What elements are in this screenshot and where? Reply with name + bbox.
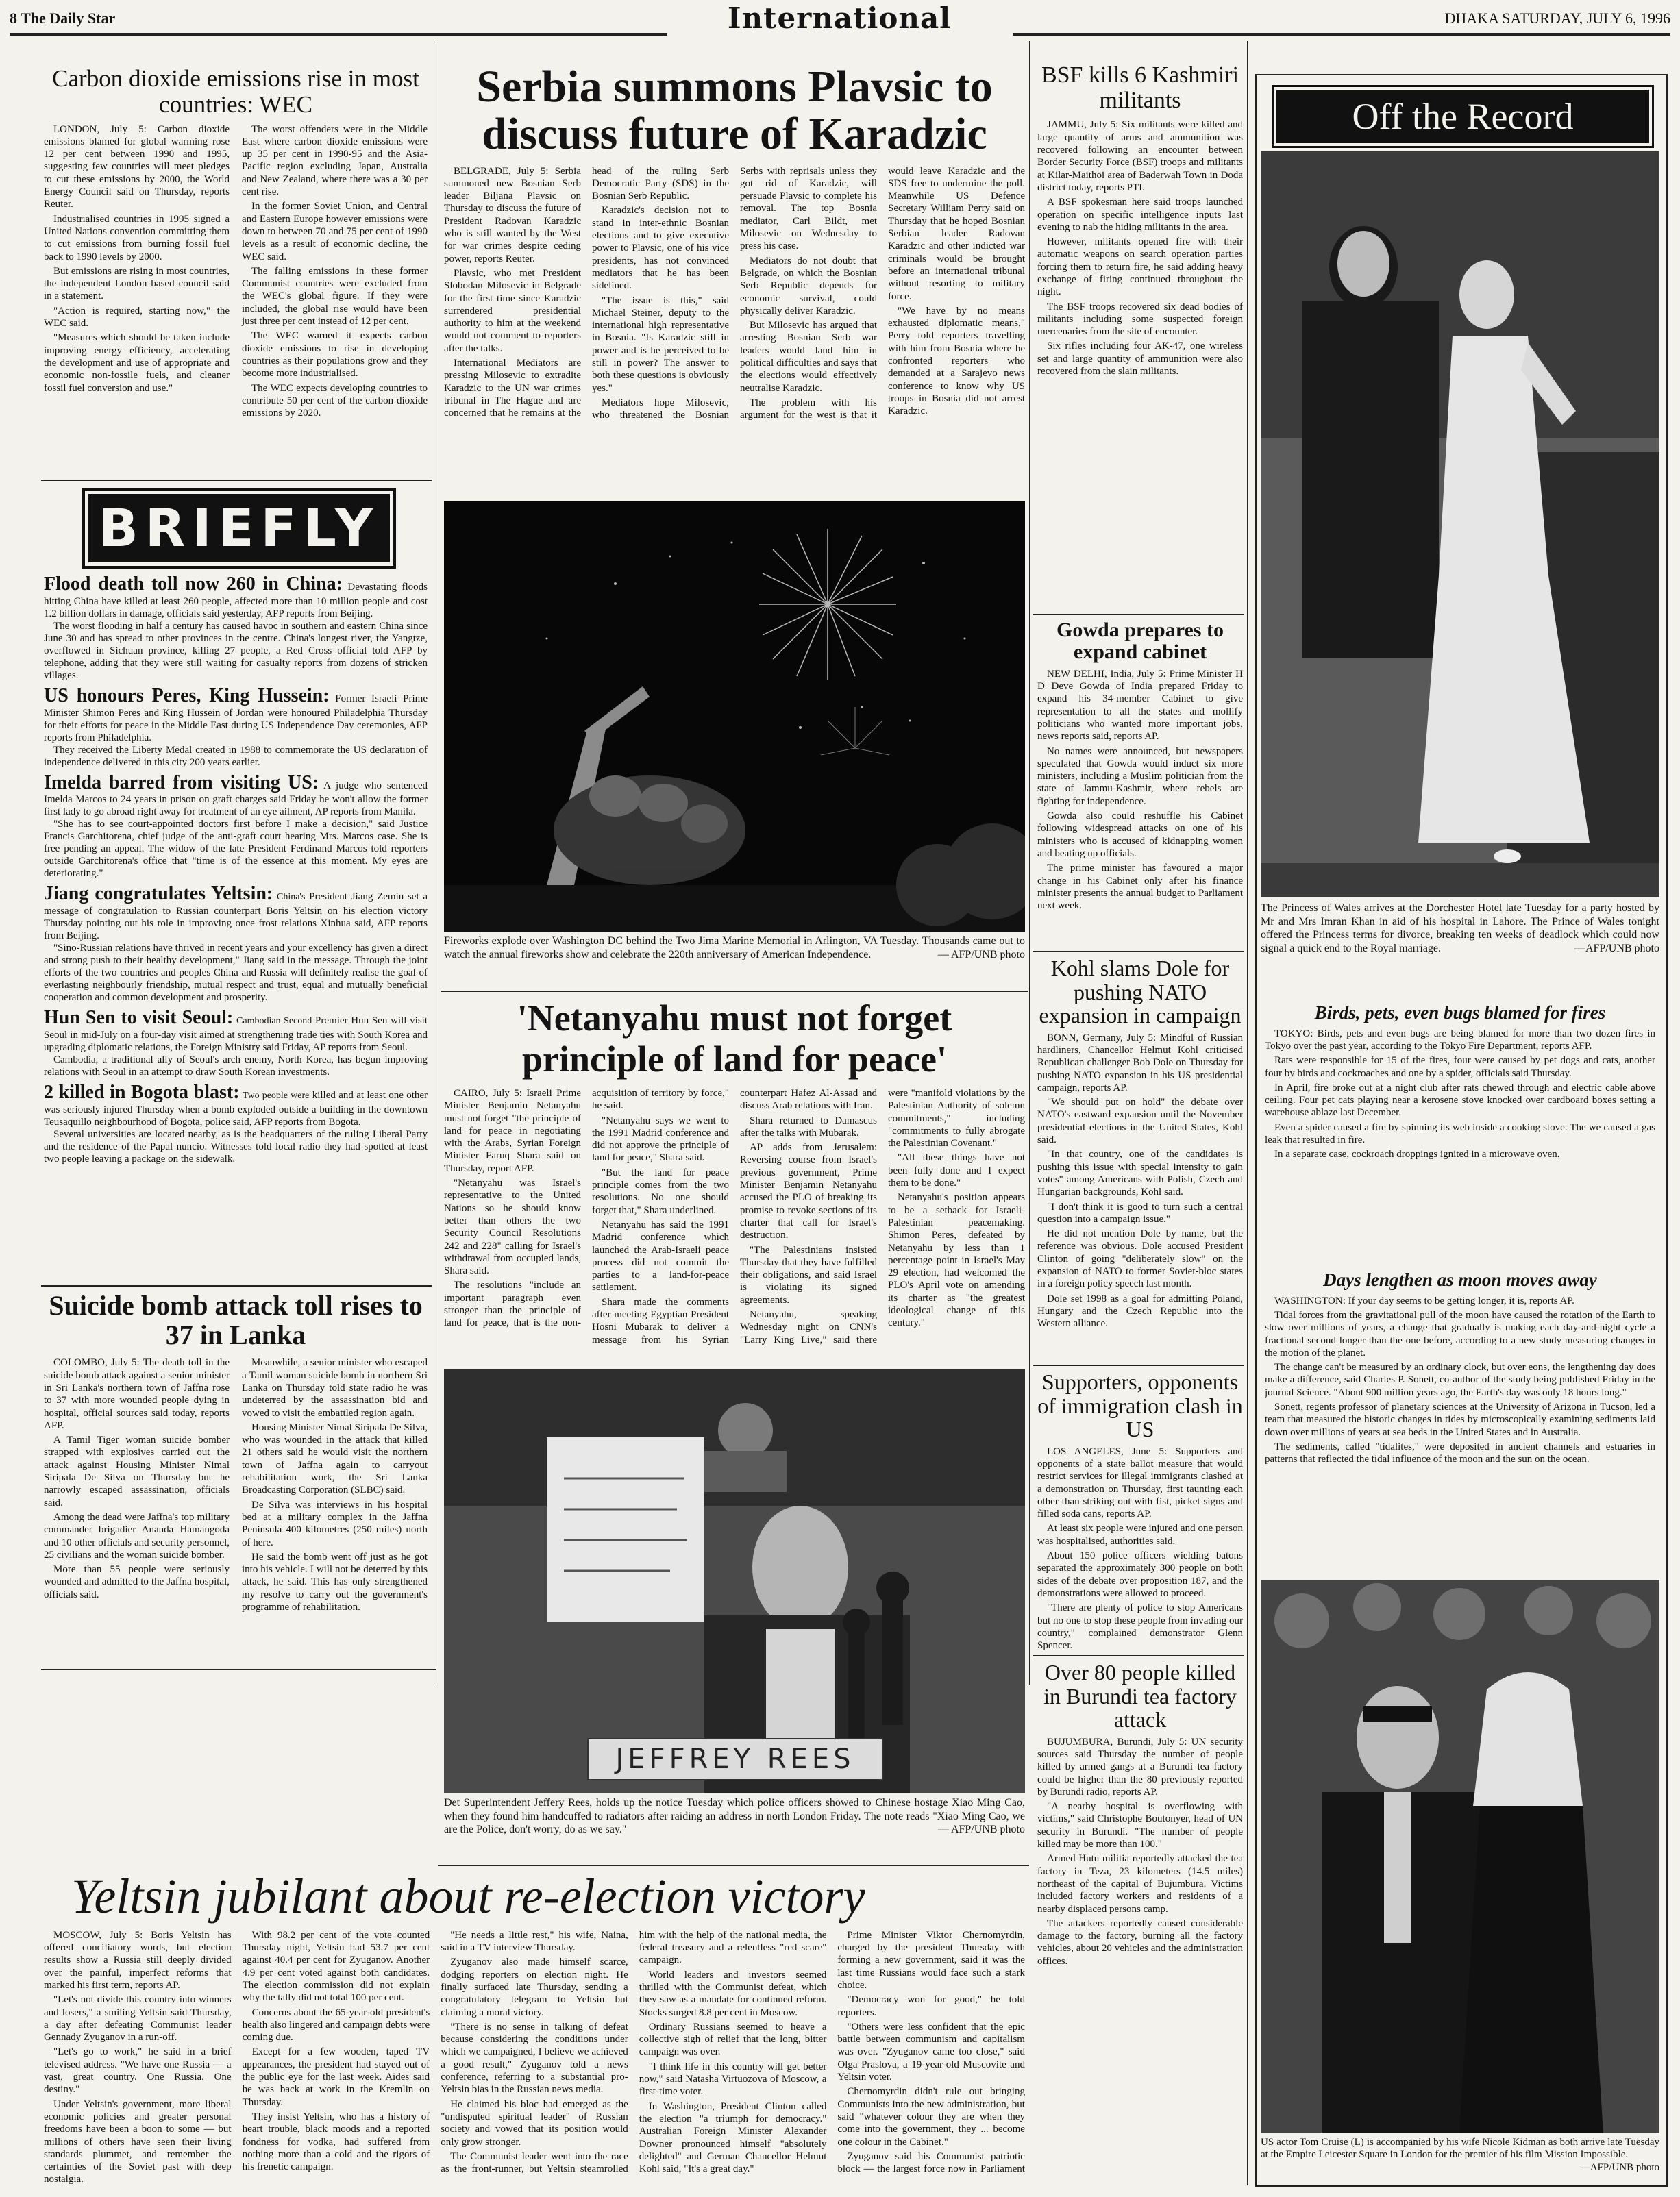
- yeltsin-para: Zyuganov said his Communist patriotic block — the largest force now in Parliament: [837, 2150, 1025, 2175]
- netanyahu-para: The resolutions "include an important paragraph even stronger than the principle of land for peace, that is the non-acquisition of territory by force," he said.: [444, 1087, 729, 1329]
- co2-para: But emissions are rising in most countries, the independent London based council said in a statement.: [44, 265, 230, 302]
- burundi-para: "A nearby hospital is overflowing with victims," said Christophe Boutonyer, head of UN security in Burundi. "The number of people killed may be more than 100.": [1037, 1801, 1243, 1850]
- yeltsin-para: Concerns about the 65-year-old president's health also lingered and campaign debts were coming due.: [242, 2007, 430, 2044]
- yeltsin-article: [44, 1870, 1025, 2192]
- yeltsin-para: World leaders and investors seemed thrilled with the Communist defeat, which they saw as a mandate for continued reform. Stocks surged 8.8 per cent in Moscow.: [639, 1969, 827, 2018]
- kohl-para: "In that country, one of the candidates is pushing this issue with special intensity to gain votes" among Americans with Polish, Czech and Hungarian backgrounds, Kohl said.: [1037, 1149, 1243, 1198]
- co2-para: The WEC expects developing countries to contribute 50 per cent of the carbon dioxide emissions by 2020.: [242, 382, 428, 419]
- fireworks-caption: [444, 934, 1025, 985]
- burundi-para: Armed Hutu militia reportedly attacked the tea factory in Teza, 23 kilometers (14.5 miles) northeast of the capital of Bujumbura. Victims included factory workers and residents of a nearby displaced persons camp.: [1037, 1853, 1243, 1915]
- brief-para: The worst flooding in half a century has caused havoc in southern and eastern China since June 30 and has spread to other provinces in the centre. China's longest river, the Yangtze, overflowed in Sichuan province, killing 27 people, a Red Cross official told AFP by telephone, adding that they were still waiting for casualty reports from dozens of stricken villages.: [44, 620, 428, 681]
- co2-headline: Carbon dioxide emissions rise in most countries: WEC: [52, 66, 419, 118]
- rees-photo: [444, 1369, 1025, 1793]
- brief-lead: Cambodian Second: [236, 1016, 312, 1027]
- netanyahu-para: "Netanyahu says we went to the 1991 Madrid conference and did not approve the principle of land for peace," Shara said.: [592, 1115, 729, 1164]
- serbia-para: International Mediators are pressing Milosevic to extradite Karadzic to the UN war crimes tribunal in The Hague and are concerned that he remains at the head of the ruling Serb Democratic Party (SDS) in the Bosnian Serb Republic.: [444, 165, 729, 419]
- yeltsin-para: "Democracy won for good," he told reporters.: [837, 1994, 1025, 2018]
- bsf-para: However, militants opened fire with their automatic weapons on search operation parties forcing them to return fire, he said adding heavy exchange of firing continued throughout the night.: [1037, 236, 1243, 298]
- netanyahu-para: Netanyahu's position appears to be a setback for Israeli-Palestinian peacemaking. Shimon Peres, defeated by Netanyahu by less than 1 percentage point in Israel's May 29 election, had welcomed the PLO's April vote on amending its charter as "the greatest ideological change of this century.": [888, 1192, 1025, 1329]
- brief-headline: 2 killed in Bogota blast:: [44, 1081, 240, 1103]
- netanyahu-para: Shara returned to Damascus after the talks with Mubarak.: [740, 1115, 877, 1139]
- serbia-para: BELGRADE, July 5: Serbia summoned new Bosnian Serb leader Biljana Plavsic on Thursday to discuss the future of President Radovan Karadzic who is still wanted by the West for war crimes despite ceding power, reports Reuter.: [444, 165, 581, 264]
- off-record-title: Off the Record: [1352, 96, 1574, 137]
- briefly-section: [44, 574, 428, 1280]
- princess-credit: —AFP/UNB photo: [1574, 942, 1659, 954]
- co2-para: The falling emissions in these former Communist countries were excluded from the WEC's global figure. If they were included, the global rise would have been just three per cent instead of 12 per cent.: [242, 265, 428, 327]
- immigration-article: [1037, 1370, 1243, 1651]
- immigration-para: "There are plenty of police to stop Americans but no one to stop these people from invading our country," complained demonstrator Glenn Spencer.: [1037, 1602, 1243, 1651]
- bsf-para: JAMMU, July 5: Six militants were killed and large quantity of arms and ammunition was recovered following an encounter between Border Security Force (BSF) troops and militants at Kilar-Maithoi area of Baderwah Town in Doda district today, reports PTI.: [1037, 119, 1243, 193]
- kohl-headline: Kohl slams Dole for pushing NATO expansion in campaign: [1039, 956, 1242, 1028]
- yeltsin-para: Chernomyrdin didn't rule out bringing Communists into the new administration, but said "whatever colour they are when they come into the government, they ... become one colour in the Cabinet.": [837, 2086, 1025, 2148]
- brief-para: killed and at least one other was seriously injured Thursday when a bomb exploded outside a building in the downtown Teusaquillo neighbourhood of Bogota, police said, AFP reports from Bogota.: [44, 1089, 428, 1128]
- birds-para: TOKYO: Birds, pets and even bugs are being blamed for more than two dozen fires in Tokyo over the past year, according to the Tokyo Fire Department, reports AFP.: [1265, 1028, 1655, 1052]
- cruise-credit: —AFP/UNB photo: [1579, 2161, 1659, 2173]
- serbia-para: "We have by no means exhausted diplomatic means," Perry told reporters travelling with him from Bosnia where he confronted reporters who demanded at a Sarajevo news conference to know why US troops in Bosnia did not arrest Karadzic.: [888, 305, 1025, 417]
- burundi-para: The attackers reportedly caused considerable damage to the factory, burning all the factory vehicles, about 20 vehicles and the administration offices.: [1037, 1917, 1243, 1967]
- serbia-para: "The issue is this," said Michael Steiner, deputy to the international high representative in Bosnia. "Is Karadzic still in power and is he perceived to be still in power? The answer to both these questions is obviously yes.": [592, 295, 729, 394]
- netanyahu-para: Netanyahu, speaking Wednesday night on CNN's "Larry King Live," said there were "manifold violations by the Palestinian Authority of solemn commitments," including "commitments to fully abrogate the Palestinian Covenant.": [740, 1087, 1025, 1345]
- burundi-body: [1037, 1736, 1243, 1968]
- birds-headline: Birds, pets, even bugs blamed for fires: [1314, 1002, 1606, 1023]
- brief-headline: Flood death toll now 260 in China:: [44, 574, 343, 595]
- yeltsin-para: He claimed his bloc had emerged as the "undisputed spiritual leader" of Russian society and vowed that its position would only grow stronger.: [441, 2098, 628, 2148]
- netanyahu-article: [444, 997, 1025, 1366]
- princess-photo: [1261, 151, 1659, 897]
- serbia-para: Karadzic's decision not to stand in inter-ethnic Bosnian elections and to give executive power to Plavsic, one of his vice presidents, has not convinced mediators that he has been sidelined.: [592, 205, 729, 292]
- brief-headline: Hun Sen to visit Seoul:: [44, 1007, 234, 1029]
- kohl-para: He did not mention Dole by name, but the reference was obvious. Dole accused President Clinton of going "deliberately slow" on the expansion of NATO to former Soviet-bloc states in a foreign policy speech last month.: [1037, 1228, 1243, 1290]
- gowda-para: Gowda also could reshuffle his Cabinet following widespread attacks on one of his ministers who is accused of kidnapping women and beating up officials.: [1037, 810, 1243, 859]
- brief-headline: US honours Peres, King Hussein:: [44, 684, 330, 706]
- rees-illustration: [444, 1369, 1025, 1793]
- serbia-para: Mediators do not doubt that Belgrade, on which the Bosnian Serb Republic depends for economic survival, could physically deliver Karadzic.: [740, 255, 877, 316]
- days-para: The sediments, called "tidalites," were deposited in ancient channels and estuaries in patterns that reflected the tidal influence of the moon and the sun on the ocean.: [1265, 1441, 1655, 1465]
- netanyahu-para: "The Palestinians insisted Thursday that they have fulfilled their obligations, and said Israel is violating its signed agreements.: [740, 1244, 877, 1306]
- days-headline: Days lengthen as moon moves away: [1323, 1269, 1597, 1290]
- brief-para: Former Israeli Prime Minister Shimon Peres and King Hussein of Jordan were honoured Philadelphia Thursday for their efforts for peace in the Middle East during US Independence Day ceremonies, AFP reports from Philadelphia.: [44, 693, 428, 743]
- lanka-para: More than 55 people were seriously wounded and admitted to the Jaffna hospital, officials said.: [44, 1564, 230, 1600]
- yeltsin-para: The Communist leader went into the race as the front-runner, but Yeltsin steamrolled him with the help of the national media, the federal treasury and a relentless "red scare" campaign.: [441, 1929, 827, 2175]
- yeltsin-para: They insist Yeltsin, who has a history of heart trouble, black moods and a reported fondness for vodka, had suffered from nothing more than a cold and the rigors of his frenetic campaign.: [242, 2111, 430, 2173]
- rees-credit: — AFP/UNB photo: [937, 1824, 1025, 1836]
- bsf-headline: BSF kills 6 Kashmiri militants: [1041, 63, 1239, 113]
- lanka-para: Housing Minister Nimal Siripala De Silva, who was wounded in the attack that killed 21 others said he would visit the northern town of Jaffna again to carryout rehabilitation work, the Sri Lanka Broadcasting Corporation (SLBC) said.: [242, 1422, 428, 1496]
- yeltsin-para: Zyuganov also made himself scarce, dodging reporters on election night. He finally surfaced late Thursday, sending a congratulatory telegram to Yeltsin but claiming a moral victory.: [441, 1957, 628, 2018]
- lanka-para: A Tamil Tiger woman suicide bomber strapped with explosives carried out the attack against Housing Minister Nimal Siripala De Silva on Thursday but he narrowly escaped assassination, officials said.: [44, 1435, 230, 1509]
- bsf-para: The BSF troops recovered six dead bodies of militants including some suspected foreign mercenaries from the site of encounter.: [1037, 301, 1243, 338]
- netanyahu-para: Shara made the comments after meeting Egyptian President Hosni Mubarak to deliver a message from his Syrian counterpart Hafez Al-Assad and discuss Arab relations with Iran.: [592, 1087, 877, 1345]
- gowda-para: NEW DELHI, India, July 5: Prime Minister H D Deve Gowda of India prepared Friday to expand his 34-member Cabinet to give representation to all the states and mollify politicians who wanted more important jobs, news reports said, reports AP.: [1037, 668, 1243, 743]
- netanyahu-para: "But the land for peace principle comes from the two resolutions. No one should forget that," Shara underlined.: [592, 1167, 729, 1216]
- kohl-para: Dole set 1998 as a goal for admitting Poland, Hungary and the Czech Republic into the Western alliance.: [1037, 1293, 1243, 1330]
- netanyahu-para: "All these things have not been fully done and I expect them to be done.": [888, 1152, 1025, 1189]
- section-title: International: [727, 1, 952, 35]
- immigration-para: About 150 police officers wielding batons separated the approximately 300 people on both sides of the debate over proposition 187, and the demonstrations were allowed to proceed.: [1037, 1550, 1243, 1599]
- brief-para: A judge who sentenced Imelda Marcos to 24 years in prison on graft charges said Friday he won't allow the former first lady to go abroad right away for treatment of an eye ailment, AP reports from Manila.: [44, 780, 428, 818]
- yeltsin-body: [44, 1929, 1025, 2186]
- gowda-para: No names were announced, but newspapers speculated that Gowda would induct six more ministers, including a Muslim politician from the state of Jammu-Kashmir, where rebels are fighting for independence.: [1037, 745, 1243, 807]
- rees-caption: [444, 1796, 1025, 1861]
- co2-body: [44, 123, 428, 466]
- princess-caption-text: The Princess of Wales arrives at the Dorchester Hotel late Tuesday for a party hosted by Mr and Mrs Imran Khan in aid of his hospital in Lahore. The Prince of Wales tonight offered the Princess terms for divorce, breaking ten weeks of deadlock which could now signal a quick end to the Royal marriage.: [1261, 902, 1659, 954]
- serbia-para: Plavsic, who met President Slobodan Milosevic in Belgrade for the first time since Karadzic surrendered presidential authority to him at the weekend would not comment to reporters after the talks.: [444, 267, 581, 354]
- netanyahu-para: CAIRO, July 5: Israeli Prime Minister Benjamin Netanyahu must not forget "the principle of land for peace in negotiating with the Arabs, Syrian Foreign Minister Faruq Shara said on Thursday, report AFP.: [444, 1087, 581, 1174]
- lanka-para: Meanwhile, a senior minister who escaped a Tamil woman suicide bomb in northern Sri Lanka on Thursday told state radio he was undeterred by the assassination bid and vowed to visit the embattled region again.: [242, 1357, 428, 1419]
- gowda-para: The prime minister has favoured a major change in his Cabinet only after his finance minister presents the annual budget to Parliament next week.: [1037, 862, 1243, 912]
- kohl-para: "We should put on hold" the debate over NATO's eastward expansion until the November presidential elections in the United States, Kohl said.: [1037, 1097, 1243, 1146]
- yeltsin-headline-text: Yeltsin jubilant about re-election victory: [71, 1870, 865, 1924]
- yeltsin-para: "Let's go to work," he said in a brief televised address. "We have one Russia — a vast, great country. One Russia. One destiny.": [44, 2046, 232, 2096]
- serbia-body: [444, 165, 1025, 480]
- days-para: WASHINGTON: If your day seems to be getting longer, it is, reports AP.: [1274, 1295, 1574, 1306]
- dateline: DHAKA SATURDAY, JULY 6, 1996: [1444, 10, 1670, 27]
- yeltsin-para: "I think life in this country will get better now," said Natasha Virtuozova of Moscow, a first-time voter.: [639, 2061, 827, 2098]
- lanka-para: COLOMBO, July 5: The death toll in the suicide bomb attack against a senior minister in Sri Lanka's northern town of Jaffna rose to 37 with more wounded people dying in hospital, official sources said today, reports AFP.: [44, 1357, 230, 1431]
- serbia-article: [444, 63, 1025, 508]
- days-para: Tidal forces from the gravitational pull of the moon have caused the rotation of the Earth to slow over millions of years, a change that gradually is making each day-and-night cycle a fractional second longer than the one before, according to a new study measuring changes in the motion of the planet.: [1265, 1309, 1655, 1358]
- brief-para: "Sino-Russian relations have thrived in recent years and your excellency has given a direct and strong push to their healthy development," Jiang said in the message. Through the joint efforts of the two countries and peoples China and Russia will definitely realise the goal of everlasting neighbourly friendship, mutual respect and trust, equal and mutually beneficial cooperation and common development and prosperity.: [44, 943, 428, 1004]
- birds-para: In April, fire broke out at a night club after rats chewed through and electric cable above ceiling. Four pet cats playing near a kerosene stove knocked over cardboard boxes setting a warehouse ablaze last December.: [1265, 1082, 1655, 1119]
- birds-article: [1265, 1000, 1655, 1264]
- yeltsin-para: "There is no sense in talking of defeat because considering the conditions under which we campaigned, I believe we achieved a good result," Zyuganov told a news conference, referring to a substantial pro-Yeltsin bias in the Russian news media.: [441, 2021, 628, 2096]
- co2-para: LONDON, July 5: Carbon dioxide emissions blamed for global warming rose 12 per cent between 1990 and 1995, suggesting few countries will meet pledges to cut these emissions by 2000, the World Energy Council said on Thursday, reports Reuter.: [44, 123, 230, 210]
- birds-para: Rats were responsible for 15 of the fires, four were caused by pet dogs and cats, another four by birds and cockroaches and one by a spider, officials said Thursday.: [1265, 1055, 1655, 1079]
- yeltsin-para: "He needs a little rest," his wife, Naina, said in a TV interview Thursday.: [441, 1929, 628, 1954]
- brief-para: "She has to see court-appointed doctors first before I make a decision," said Justice Francis Garchitorena, chief judge of the anti-graft court hearing Mrs. Marcos case. She is free pending an appeal. The widow of the late President Ferdinand Marcos told reporters outside Garchitorena's office that "time is of the essence at this moment. My eyes are deteriorating.": [44, 819, 428, 880]
- co2-para: "Measures which should be taken include improving energy efficiency, accelerating the development and use of appropriate and economic non-fossile fuels, and cleaner fossil fuel conversion and use.": [44, 332, 230, 394]
- cruise-caption: [1261, 2136, 1659, 2181]
- fireworks-illustration: [444, 501, 1025, 932]
- brief-hunsen: [44, 1008, 428, 1078]
- brief-para: They received the Liberty Medal created in 1988 to commemorate the US declaration of independence delivered in this city 200 years earlier.: [44, 744, 428, 768]
- gowda-headline: Gowda prepares to expand cabinet: [1057, 619, 1224, 664]
- bsf-para: Six rifles including four AK-47, one wireless set and large quantity of ammunition were also recovered from the slain militants.: [1037, 340, 1243, 377]
- burundi-article: [1037, 1661, 1243, 2188]
- briefly-title: BRIEFLY: [98, 497, 380, 558]
- co2-article: [44, 66, 428, 477]
- bsf-article: [1037, 63, 1243, 625]
- lanka-para: De Silva was interviews in his hospital bed at a military complex in the Jaffna Peninsula 400 kilometres (250 miles) north of here.: [242, 1499, 428, 1548]
- lanka-headline: Suicide bomb attack toll rises to 37 in Lanka: [49, 1291, 423, 1351]
- gowda-article: [1037, 619, 1243, 948]
- days-article: [1265, 1267, 1655, 1576]
- yeltsin-para: "Let's not divide this country into winners and losers," a smiling Yeltsin said Thursday, a day after defeating Communist leader Gennady Zyuganov in a run-off.: [44, 1994, 232, 2044]
- yeltsin-para: With 98.2 per cent of the vote counted Thursday night, Yeltsin had 53.7 per cent against 40.4 per cent for Zyuganov. Another 4.9 per cent voted against both candidates. The election commission did not explain why the tally did not total 100 per cent.: [242, 1929, 430, 2004]
- brief-jiang: [44, 884, 428, 1004]
- cruise-caption-text: US actor Tom Cruise (L) is accompanied by his wife Nicole Kidman as both arrive late Tuesday at the Empire Leicester Square in London for the premier of his film Mission Impossible.: [1261, 2137, 1659, 2161]
- co2-para: In the former Soviet Union, and Central and Eastern Europe however emissions were down to between 70 and 75 per cent of 1990 levels as a result of economic decline, the WEC said.: [242, 201, 428, 262]
- brief-lead: China's: [276, 892, 306, 903]
- serbia-para: The problem with his argument for the west is that it would leave Karadzic and the SDS free to undermine the poll. Meanwhile US Defence Secretary William Perry said on Thursday that he hoped Bosnian Serbian leader Radovan Karadzic and other indicted war criminals would be brought before an international tribunal without resorting to military force.: [740, 165, 1025, 421]
- co2-para: The WEC warned it expects carbon dioxide emissions to rise in developing countries as their populations grow and they become more industrialised.: [242, 330, 428, 380]
- bsf-body: [1037, 119, 1243, 377]
- immigration-body: [1037, 1445, 1243, 1651]
- serbia-para: But Milosevic has argued that arresting Bosnian Serb war leaders would land him in political difficulties and says that the elections would effectively neutralise Karadzic.: [740, 320, 877, 394]
- serbia-headline: Serbia summons Plavsic to discuss future of Karadzic: [476, 63, 993, 160]
- netanyahu-headline: 'Netanyahu must not forget principle of land for peace': [517, 997, 952, 1080]
- princess-illustration: [1261, 151, 1659, 897]
- yeltsin-para: MOSCOW, July 5: Boris Yeltsin has offered conciliatory words, but election results show a Russia still deeply divided over the painful, imperfect reforms that marked his first term, reports AP.: [44, 1929, 232, 1991]
- birds-para: In a separate case, cockroach droppings ignited in a microwave oven.: [1274, 1149, 1560, 1160]
- immigration-headline: Supporters, opponents of immigration clash in US: [1037, 1370, 1243, 1442]
- gowda-body: [1037, 668, 1243, 913]
- co2-para: "Action is required, starting now," the WEC said.: [44, 305, 230, 330]
- fireworks-credit: — AFP/UNB photo: [937, 948, 1025, 960]
- off-record-banner: [1272, 85, 1654, 148]
- rees-caption-text: Det Superintendent Jeffery Rees, holds up the notice Tuesday which police officers showed to Chinese hostage Xiao Ming Cao, when they found him handcuffed to radiators after raiding an address in north London Friday. The note reads "Xiao Ming Cao, we are the Police, don't worry, do as we say.": [444, 1797, 1025, 1836]
- days-para: Sonett, regents professor of planetary sciences at the University of Arizona in Tucson, led a team that measured the historic changes in tides by microscopically examining sediments laid down over millions of years at sea beds in the United States and in Australia.: [1265, 1402, 1655, 1438]
- burundi-headline: Over 80 people killed in Burundi tea factory attack: [1043, 1661, 1237, 1733]
- fireworks-photo: [444, 501, 1025, 932]
- rees-nameplate: JEFFREY REES: [615, 1743, 855, 1775]
- kohl-article: [1037, 956, 1243, 1361]
- netanyahu-body: [444, 1087, 1025, 1354]
- lanka-para: Among the dead were Jaffna's top military commander brigadier Ananda Hamangoda and 10 other officials and security personnel, 25 civilians and the woman suicide bomber.: [44, 1511, 230, 1561]
- netanyahu-para: "Netanyahu was Israel's representative to the United Nations so he should know better than others the two Security Council Resolutions 242 and 228" calling for Israel's withdrawal from occupied lands, Shara said.: [444, 1178, 581, 1277]
- birds-body: [1265, 1028, 1655, 1161]
- lanka-para: He said the bomb went off just as he got into his vehicle. I will not be deterred by this attack, he said. This has only strengthened my resolve to carry out the government's programme of rehabilitation.: [242, 1551, 428, 1613]
- yeltsin-para: In Washington, President Clinton called the election "a triumph for democracy." Australian Foreign Minister Alexander Downer pronounced himself "absolutely delighted" and German Chancellor Helmut Kohl said, "It's a great day.": [639, 2100, 827, 2175]
- kohl-para: BONN, Germany, July 5: Mindful of Russian hardliners, Chancellor Helmut Kohl criticised Republican challenger Bob Dole on Thursday for pushing NATO expansion in his US presidential campaign, reports AP.: [1037, 1032, 1243, 1093]
- brief-para: Devastating floods hitting China have killed at least 260 people, affected more than 10 million people and cost 1.2 billion dollars in damage, officials said yesterday, AFP reports from Beijing.: [44, 582, 428, 619]
- immigration-para: LOS ANGELES, June 5: Supporters and opponents of a state ballot measure that would restrict services for illegal immigrants clashed at a demonstration on Thursday, first taunting each other than striking out with fist, picket signs and filled soda cans, reports AP.: [1037, 1445, 1243, 1520]
- kohl-para: "I don't think it is good to turn such a central question into a campaign issue.": [1037, 1201, 1243, 1225]
- yeltsin-para: Under Yeltsin's government, more liberal economic policies and greater personal freedoms have been a boon to some — but millions of others have seen their living standards plummet, and remember the certainties of the Soviet past with deep nostalgia.: [44, 2098, 232, 2185]
- fireworks-caption-text: Fireworks explode over Washington DC behind the Two Jima Marine Memorial in Arlington, VA Tuesday. Thousands came out to watch the annual fireworks show and celebrate the 220th anniversary of American Independence.: [444, 935, 1025, 960]
- brief-peres: [44, 686, 428, 769]
- yeltsin-para: Ordinary Russians seemed to heave a collective sigh of relief that the long, bitter campaign was over.: [639, 2021, 827, 2058]
- brief-bogota: [44, 1082, 428, 1165]
- cruise-photo: [1261, 1580, 1659, 2133]
- brief-flood: [44, 574, 428, 682]
- brief-para: Cambodia, a traditional ally of Seoul's arch enemy, North Korea, has begun improving relations with Seoul in an attempt to draw South Korean investments.: [44, 1054, 428, 1078]
- princess-caption: [1261, 902, 1659, 993]
- serbia-para: Mediators hope Milosevic, who threatened the Bosnian Serbs with reprisals unless they got rid of Karadzic, will persuade Plavsic to complete his removal. The top Bosnia mediator, Carl Bildt, met Milosevic on Wednesday to press his case.: [592, 165, 877, 421]
- burundi-para: BUJUMBURA, Burundi, July 5: UN security sources said Thursday the number of people killed by armed gangs at a Burundi tea factory could be higher than the 80 previously reported by Burundi radio, reports AP.: [1037, 1736, 1243, 1798]
- brief-para: Premier Hun Sen will visit Seoul in mid-July on a four-day visit aimed at strengthening trade ties with South Korea and upgrading diplomatic relations, the Foreign Ministry said Friday, AP reports from Seoul.: [44, 1015, 428, 1053]
- days-body: [1265, 1295, 1655, 1466]
- co2-para: The worst offenders were in the Middle East where carbon dioxide emissions were up 35 per cent in 1990-95 and the Asia-Pacific region excluding Japan, Australia and New Zealand, where there was a 30 per cent rise.: [242, 123, 428, 198]
- lanka-article: [44, 1291, 428, 1664]
- brief-para: President Jiang Zemin set a message of congratulation to Russian counterpart Boris Yeltsin on his election victory Thursday pointing out his role in improving once frost relations Xinhua said, AFP reports from Beijing.: [44, 891, 428, 942]
- birds-para: Even a spider caused a fire by spinning its web inside a cooking stove. The we caused a gas leak that resulted in fire.: [1265, 1121, 1655, 1146]
- co2-para: Industrialised countries in 1995 signed a United Nations convention committing them to cut emissions from burning fossil fuel back to 1990 levels by 2000.: [44, 213, 230, 262]
- yeltsin-para: Prime Minister Viktor Chernomyrdin, charged by the president Thursday with forming a new government, said it was the last time Russians would face such a stark choice.: [837, 1929, 1025, 1991]
- page-folio: 8 The Daily Star: [10, 10, 116, 27]
- lanka-body: [44, 1356, 428, 1644]
- brief-lead: Two people were: [242, 1090, 310, 1101]
- kohl-body: [1037, 1032, 1243, 1330]
- yeltsin-para: Except for a few wooden, taped TV appearances, the president had stayed out of the public eye for the last week. Aides said he was back at work in the Kremlin on Thursday.: [242, 2046, 430, 2108]
- netanyahu-para: Netanyahu has said the 1991 Madrid conference which launched the Arab-Israeli peace process did not commit the parties to a land-for-peace settlement.: [592, 1219, 729, 1293]
- brief-para: Several universities are located nearby, as is the headquarters of the ruling Liberal Party and the residence of the Papal nuncio. Witnesses told local radio they had spotted at least two people leaving a package on the sidewalk.: [44, 1128, 428, 1165]
- yeltsin-para: "Others were less confident that the epic battle between communism and capitalism was over. "Zyuganov came too close," said Olga Praslova, a 19-year-old Muscovite and Yeltsin voter.: [837, 2021, 1025, 2083]
- brief-imelda: [44, 773, 428, 880]
- bsf-para: A BSF spokesman here said troops launched operation on specific intelligence inputs last evening to nab the hiding militants in the area.: [1037, 197, 1243, 233]
- brief-headline: Imelda barred from visiting US:: [44, 771, 319, 793]
- netanyahu-para: AP adds from Jerusalem: Reversing course from Israel's previous government, Prime Minister Benjamin Netanyahu accused the PLO of breaking its promise to revoke sections of its charter that call for Israel's destruction.: [740, 1142, 877, 1241]
- briefly-banner: [82, 488, 396, 569]
- immigration-para: At least six people were injured and one person was hospitalised, authorities said.: [1037, 1523, 1243, 1547]
- brief-headline: Jiang congratulates Yeltsin:: [44, 883, 273, 905]
- days-para: The change can't be measured by an ordinary clock, but over eons, the lengthening day does make a difference, said Charles P. Sonett, co-author of the study being published Friday in the journal Science. "About 900 million years ago, the Earth's day was only 18 hours long.": [1265, 1362, 1655, 1398]
- cruise-illustration: [1261, 1580, 1659, 2133]
